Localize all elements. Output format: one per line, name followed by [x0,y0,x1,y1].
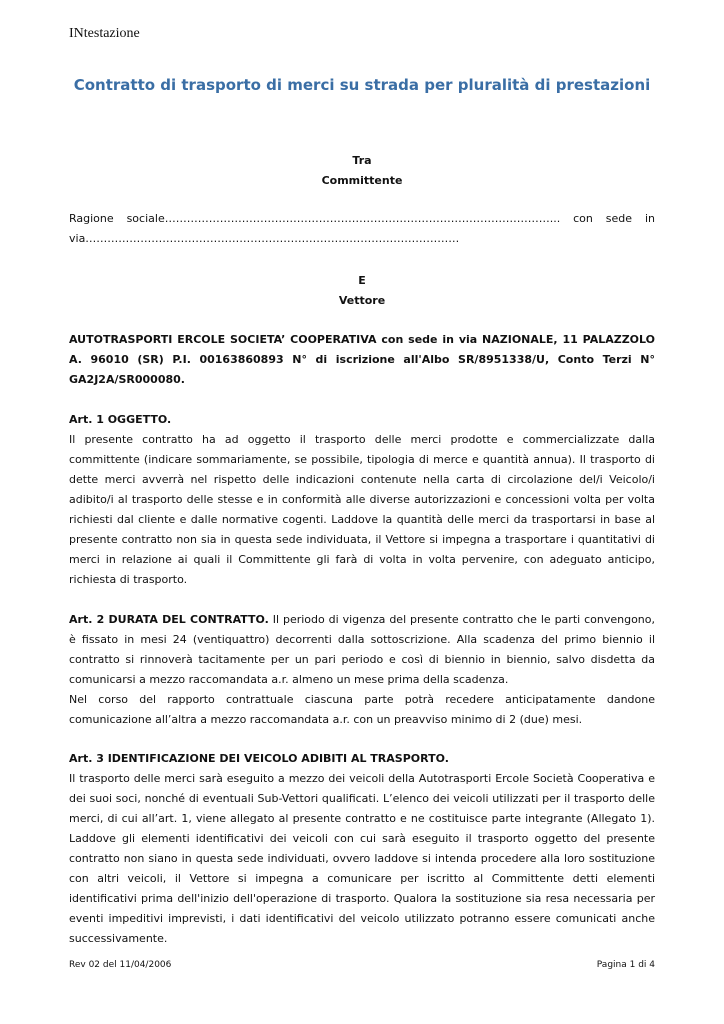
vettore-label: Vettore [338,294,386,307]
tra-label: Tra [352,154,372,167]
article-3-heading: Art. 3 IDENTIFICAZIONE DEI VEICOLO ADIBITI AL TRASPORTO. [69,752,449,765]
article-2-heading: Art. 2 DURATA DEL CONTRATTO. [69,613,269,626]
article-2-text2: Nel corso del rapporto contrattuale ciascuna parte potrà recedere anticipatamente dandone comunicazione all’altra a mezzo raccomandata a.r. con un preavviso minimo di 2 (due) mesi. [69,693,655,726]
footer-revision: Rev 02 del 11/04/2006 [69,960,172,970]
e-label: E [358,274,366,287]
ragione-sociale-row [69,212,655,225]
header-label: INtestazione [69,26,140,41]
footer-page-number: Pagina 1 di 4 [596,960,655,970]
in-word: in [644,212,655,225]
sede-word: sede [605,212,633,225]
article-1-heading: Art. 1 OGGETTO. [69,413,172,426]
via-field: via………………………………………………………………………………………… [69,232,460,245]
vettore-details: AUTOTRASPORTI ERCOLE SOCIETA’ COOPERATIVA con sede in via NAZIONALE, 11 PALAZZOLO A. 96010 (SR) P.I. 00163860893 N° di iscrizione all'Albo SR/8951338/U, Conto Terzi N° GA2J2A/SR000080. [69,333,655,386]
article-2 [69,610,655,730]
article-1 [69,410,655,590]
document-title: Contratto di trasporto di merci su strada per pluralità di prestazioni [73,76,651,94]
article-1-text: Il presente contratto ha ad oggetto il trasporto delle merci prodotte e commercializzate dalla committente (indicare sommariamente, se possibile, tipologia di merce e quantità annua). Il trasporto di dette merci avverrà nel rispetto delle indicazioni contenute nella carta di circolazione del/i Veicolo/i adibito/i al trasporto delle stesse e in conformità alle diverse autorizzazioni e concessioni volta per volta richiesti dal cliente e dalle normative cogenti. Laddove la quantità delle merci da trasportarsi in base al presente contratto non sia in questa sede individuata, il Vettore si impegna a trasportare i quantitativi di merci in relazione ai quali il Committente gli farà di volta in volta pervenire, con adeguato anticipo, richiesta di trasporto. [69,433,655,586]
sociale-field: sociale……………………………………………………………………………………………... [126,212,561,225]
article-3-text: Il trasporto delle merci sarà eseguito a mezzo dei veicoli della Autotrasporti Ercole Società Cooperativa e dei suoi soci, nonché di eventuali Sub-Vettori qualificati. L’elenco dei veicoli utilizzati per il trasporto delle merci, di cui all’art. 1, viene allegato al presente contratto e ne costituisce parte integrante (Allegato 1). Laddove gli elementi identificativi dei veicoli con cui sarà eseguito il trasporto oggetto del presente contratto non siano in questa sede individuati, ovvero laddove si intenda procedere alla loro sostituzione con altri veicoli, il Vettore si impegna a comunicare per iscritto al Committente detti elementi identificativi prima dell'inizio dell'operazione di trasporto. Qualora la sostituzione sia resa necessaria per eventi impeditivi imprevisti, i dati identificativi del veicolo utilizzato potranno essere comunicati anche successivamente. [69,772,655,945]
ragione-word: Ragione [69,212,114,225]
article-3 [69,749,655,949]
committente-label: Committente [321,174,403,187]
con-word: con [573,212,593,225]
article-2-text: Il periodo di vigenza del presente contratto che le parti convengono, è fissato in mesi 24 (ventiquattro) decorrenti dalla sottoscrizione. Alla scadenza del primo biennio il contratto si rinnoverà tacitamente per un pari periodo e così di biennio in biennio, salvo disdetta da comunicarsi a mezzo raccomandata a.r. almeno un mese prima della scadenza. [69,613,656,686]
article-2-paragraph [69,610,655,690]
